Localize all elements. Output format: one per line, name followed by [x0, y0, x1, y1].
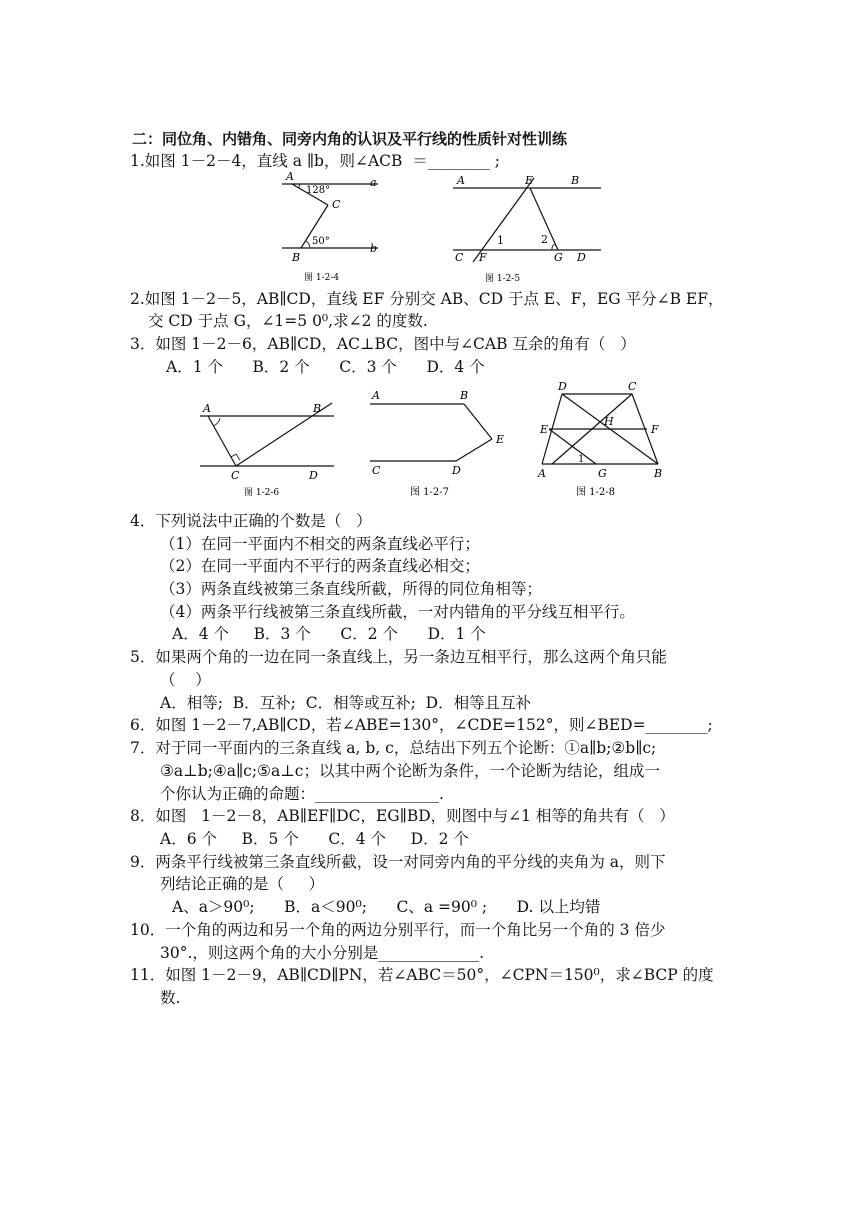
fig128-label-H: H: [604, 415, 614, 428]
fig127-label-C: C: [372, 464, 381, 477]
q5-text: 5．如果两个角的一边在同一条直线上，另一条边互相平行，那么这两个角只能: [130, 648, 667, 666]
fig127-label-D: D: [452, 464, 461, 477]
q8-text: 8．如图 1－2－8，AB∥EF∥DC，EG∥BD，则图中与∠1 相等的角共有（ ）: [130, 807, 675, 825]
q11-text-cont: 数.: [160, 989, 181, 1007]
fig125-angle-1: 1: [497, 234, 504, 247]
fig126-caption: 图 1-2-6: [244, 488, 280, 498]
fig127-label-A: A: [372, 389, 380, 402]
fig128-label-B: B: [654, 467, 663, 480]
fig125-label-E: E: [525, 174, 534, 187]
fig127-caption: 图 1-2-7: [410, 487, 450, 498]
fig124-label-C: C: [332, 198, 341, 211]
fig128-label-E: E: [540, 423, 549, 436]
q1-text: 1.如图 1－2－4，直线 a ∥b，则∠ACB ＝________ ;: [130, 152, 500, 170]
fig128-label-A: A: [538, 467, 546, 480]
fig128-caption: 图 1-2-8: [576, 487, 616, 498]
q2-text: 2.如图 1－2－5，AB∥CD，直线 EF 分别交 AB、CD 于点 E、F，EG 平分∠B EF，: [130, 290, 724, 308]
q4-item-3: （3）两条直线被第三条直线所截，所得的同位角相等；: [160, 580, 542, 598]
fig125-label-A: A: [457, 174, 465, 187]
figure-1-2-6: [196, 395, 346, 505]
fig125-label-B: B: [571, 174, 580, 187]
q4-item-4: （4）两条平行线被第三条直线所截，一对内错角的平分线互相平行。: [160, 603, 635, 621]
fig128-label-F: F: [651, 423, 659, 436]
fig124-label-A: A: [286, 170, 294, 183]
fig124-angle-50: 50°: [312, 236, 330, 247]
fig126-label-C: C: [231, 469, 240, 482]
figure-1-2-7: [364, 385, 514, 500]
fig126-label-A: A: [203, 402, 211, 415]
section-title: 二：同位角、内错角、同旁内角的认识及平行线的性质针对性训练: [132, 130, 568, 148]
fig125-caption: 图 1-2-5: [485, 274, 521, 284]
q7-text-cont2: 个你认为正确的命题：________________.: [160, 785, 444, 803]
fig127-label-B: B: [460, 389, 469, 402]
fig128-angle-1: 1: [578, 454, 585, 465]
fig124-angle-128: 128°: [306, 185, 331, 196]
q10-text-cont: 30°.，则这两个角的大小分别是_____________.: [160, 944, 485, 962]
q3-options: A．1 个 B．2 个 C．3 个 D．4 个: [166, 358, 485, 376]
fig127-label-E: E: [496, 433, 505, 446]
fig125-label-G: G: [554, 251, 563, 264]
q11-text: 11．如图 1－2－9，AB∥CD∥PN，若∠ABC＝50°，∠CPN＝150⁰，求∠BCP 的度: [130, 966, 714, 984]
fig126-label-B: B: [313, 402, 322, 415]
figure-1-2-4: [270, 168, 390, 283]
fig125-label-D: D: [577, 251, 586, 264]
fig128-label-G: G: [598, 467, 607, 480]
q7-text-cont1: ③a⊥b;④a∥c;⑤a⊥c；以其中两个论断为条件，一个论断为结论，组成一: [160, 762, 660, 780]
q6-text: 6．如图 1－2－7,AB∥CD，若∠ABE=130°，∠CDE=152°，则∠BED=________;: [130, 716, 713, 734]
q3-text: 3．如图 1－2－6，AB∥CD，AC⊥BC，图中与∠CAB 互余的角有（ ）: [130, 335, 636, 353]
q5-text-cont: （ ）: [160, 671, 211, 689]
fig125-label-C: C: [455, 251, 464, 264]
fig124-caption: 图 1-2-4: [304, 273, 340, 283]
q2-text-cont: 交 CD 于点 G，∠1=5 0⁰,求∠2 的度数.: [148, 312, 428, 330]
fig125-label-F: F: [479, 251, 487, 264]
q4-options: A．4 个 B．3 个 C．2 个 D．1 个: [172, 625, 486, 643]
fig125-angle-2: 2: [541, 233, 548, 246]
fig124-label-b: b: [370, 242, 378, 255]
q8-options: A．6 个 B．5 个 C．4 个 D．2 个: [160, 830, 469, 848]
q5-options: A．相等; B．互补; C．相等或互补; D．相等且互补: [160, 694, 532, 712]
fig124-label-a: a: [370, 176, 377, 189]
q10-text: 10．一个角的两边和另一个角的两边分别平行，而一个角比另一个角的 3 倍少: [130, 921, 666, 939]
fig126-label-D: D: [309, 469, 318, 482]
q9-text-cont: 列结论正确的是（ ）: [160, 875, 325, 893]
q9-options: A、a＞90⁰; B．a＜90⁰; C、a =90⁰ ; D. 以上均错: [172, 898, 601, 916]
q9-text: 9．两条平行线被第三条直线所截，设一对同旁内角的平分线的夹角为 a，则下: [130, 853, 666, 871]
q4-item-1: （1）在同一平面内不相交的两条直线必平行；: [160, 535, 480, 553]
q4-item-2: （2）在同一平面内不平行的两条直线必相交；: [160, 557, 480, 575]
fig128-label-D: D: [558, 380, 567, 393]
q4-text: 4．下列说法中正确的个数是（ ）: [130, 512, 372, 530]
fig124-label-B: B: [292, 251, 301, 264]
figure-1-2-5: [445, 170, 605, 285]
figure-1-2-8: [536, 380, 671, 500]
fig128-label-C: C: [628, 380, 637, 393]
q7-text: 7．对于同一平面内的三条直线 a, b, c，总结出下列五个论断：①a∥b;②b∥c;: [130, 739, 657, 757]
